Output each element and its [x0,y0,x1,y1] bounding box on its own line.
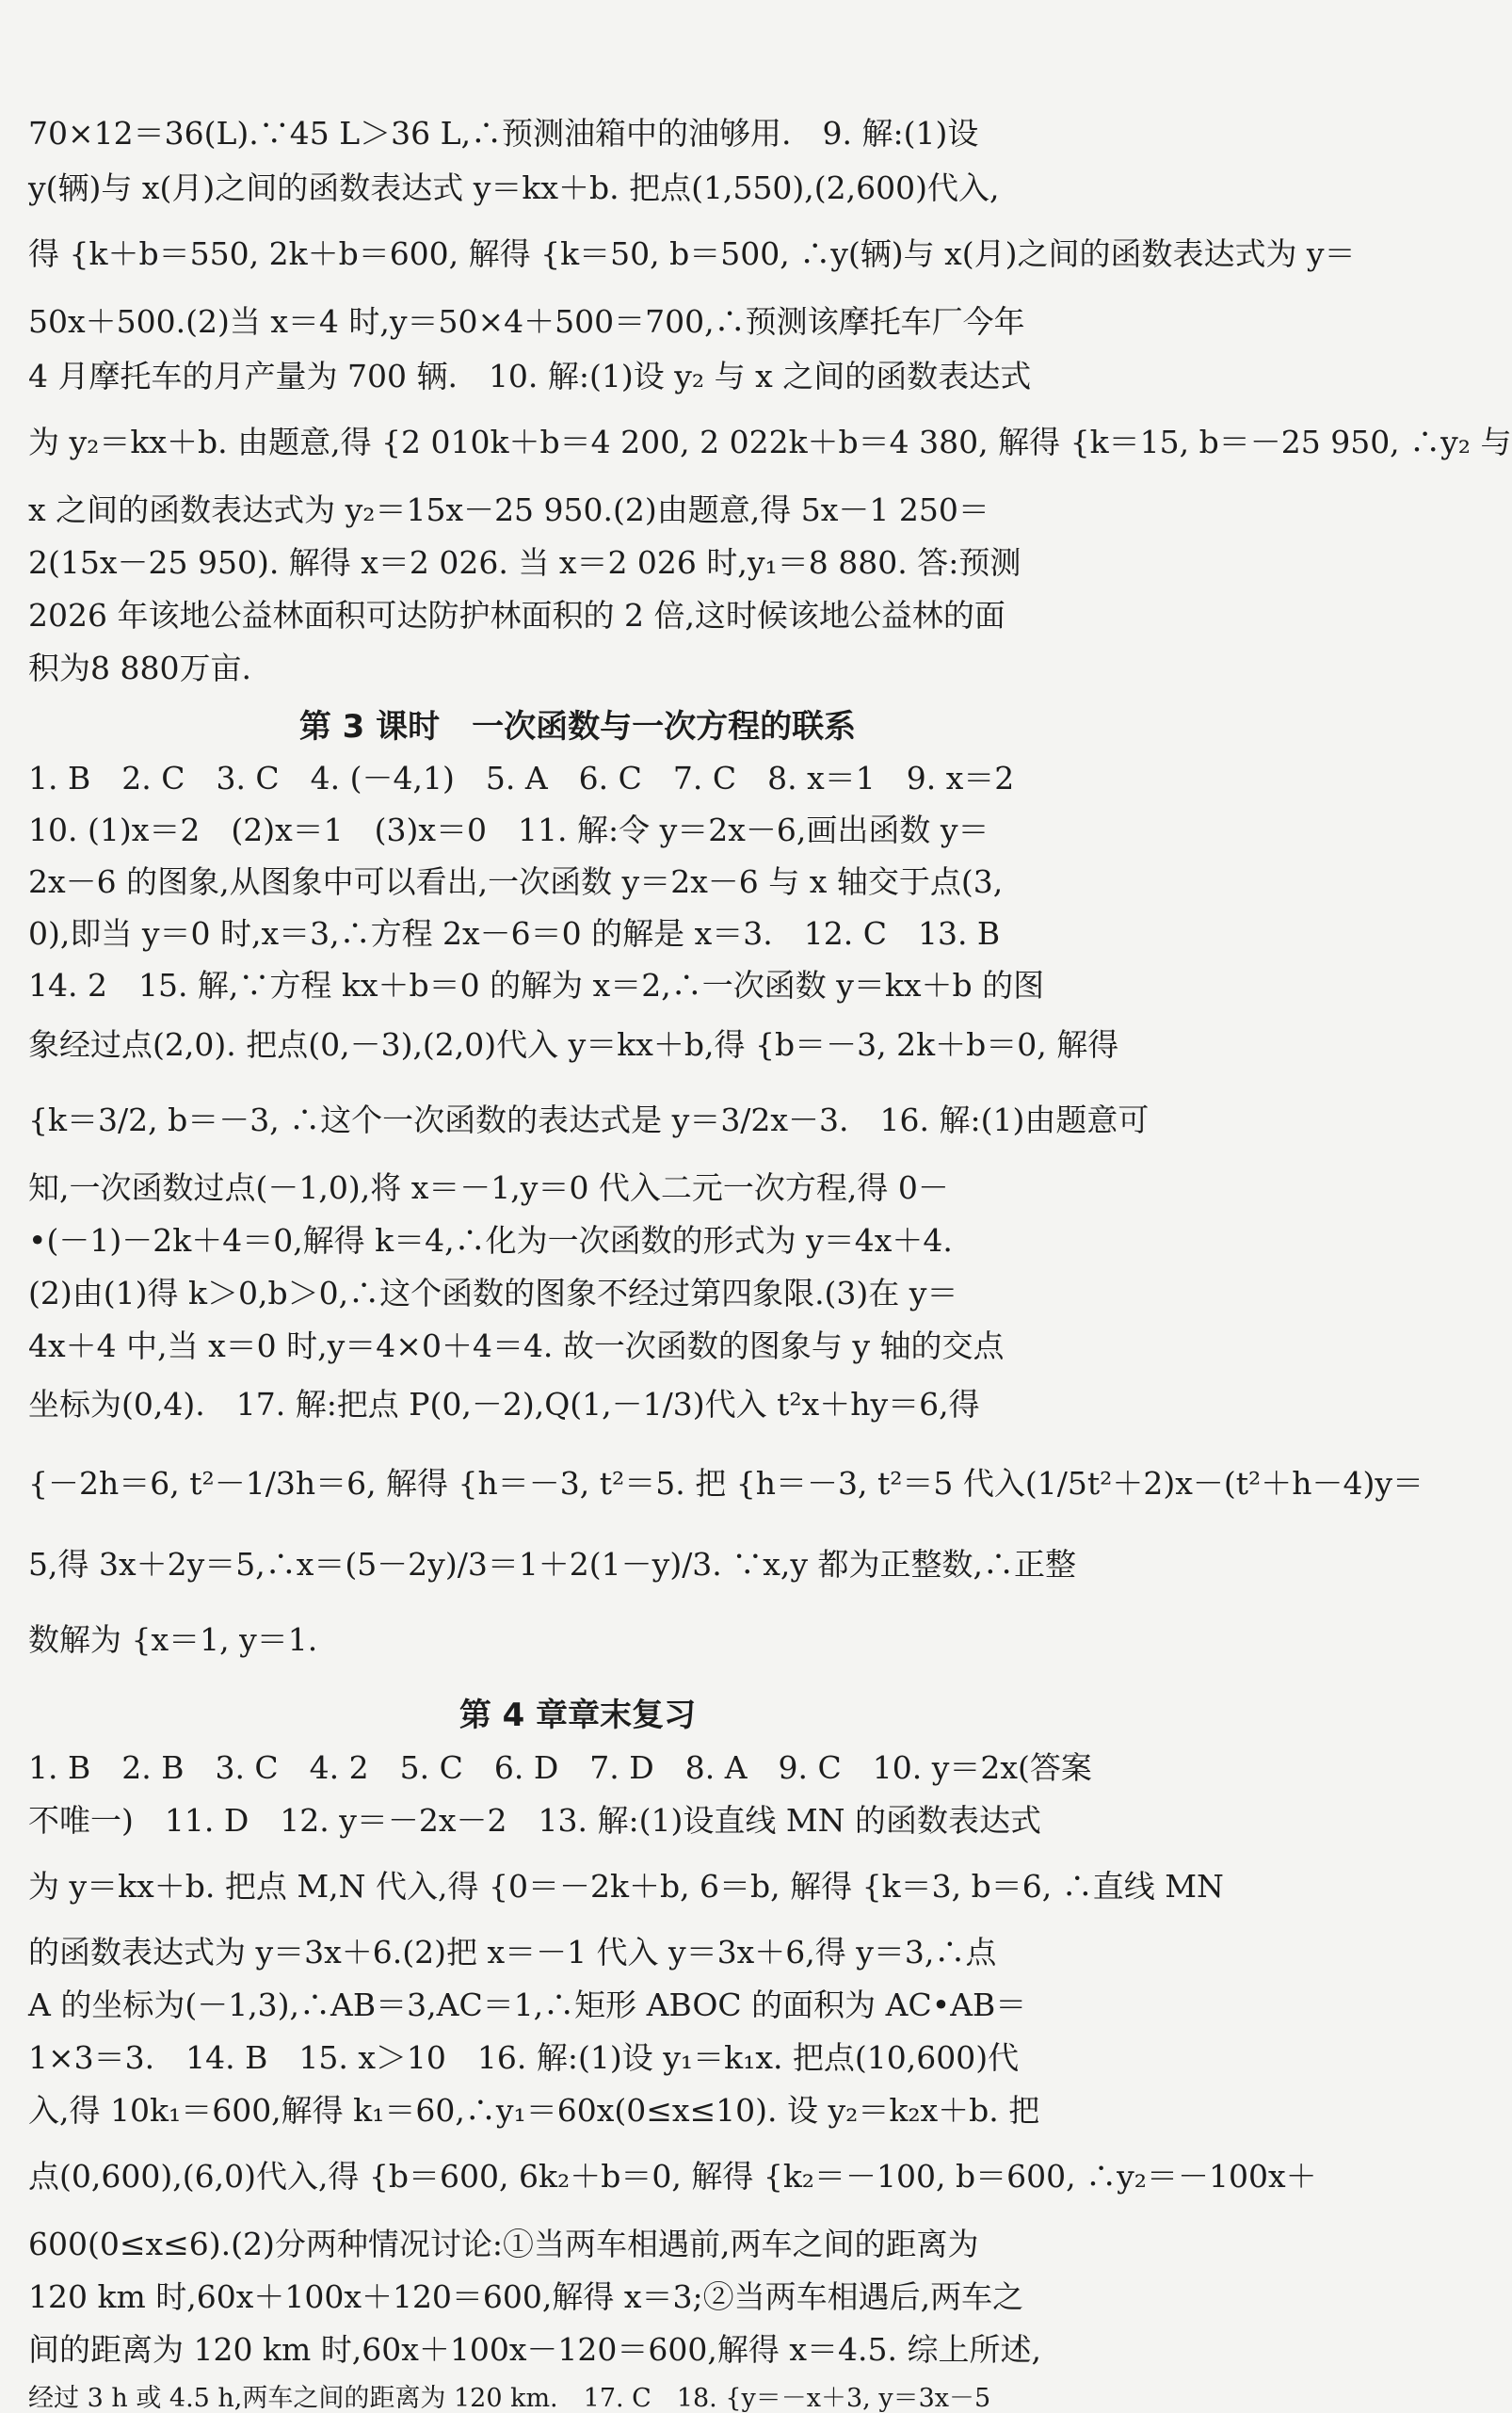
text-line: 数解为 {x＝1, y＝1. [28,1621,318,1658]
text-line: 2(15x－25 950). 解得 x＝2 026. 当 x＝2 026 时,y₁＝8 880. 答:预测 [28,544,1021,581]
text-line: 14. 2 15. 解,∵方程 kx＋b＝0 的解为 x＝2,∴一次函数 y＝kx＋b 的图 [28,967,1045,1004]
text-line: {－2h＝6, t²－1/3h＝6, 解得 {h＝－3, t²＝5. 把 {h＝－3, t²＝5 代入(1/5t²＋2)x－(t²＋h－4)y＝ [28,1465,1424,1502]
text-line: 得 {k＋b＝550, 2k＋b＝600, 解得 {k＝50, b＝500, ∴y(辆)与 x(月)之间的函数表达式为 y＝ [28,235,1356,272]
text-line: 为 y₂＝kx＋b. 由题意,得 {2 010k＋b＝4 200, 2 022k＋b＝4 380, 解得 {k＝15, b＝－25 950, ∴y₂ 与 [28,424,1512,460]
text-line: 120 km 时,60x＋100x＋120＝600,解得 x＝3;②当两车相遇后,两车之 [28,2278,1024,2315]
text-line: 2026 年该地公益林面积可达防护林面积的 2 倍,这时候该地公益林的面 [28,597,1005,634]
text-line: •(－1)－2k＋4＝0,解得 k＝4,∴化为一次函数的形式为 y＝4x＋4. [28,1222,953,1259]
text-line: 经过 3 h 或 4.5 h,两车之间的距离为 120 km. 17. C 18. {y＝－x＋3, y＝3x－5 [28,2384,991,2413]
text-line: 0),即当 y＝0 时,x＝3,∴方程 2x－6＝0 的解是 x＝3. 12. C 13. B [28,915,1001,952]
text-line: A 的坐标为(－1,3),∴AB＝3,AC＝1,∴矩形 ABOC 的面积为 AC•AB＝ [28,1987,1027,2023]
text-line: x 之间的函数表达式为 y₂＝15x－25 950.(2)由题意,得 5x－1 250＝ [28,491,989,528]
text-line: 积为8 880万亩. [28,650,251,686]
text-line: y(辆)与 x(月)之间的函数表达式 y＝kx＋b. 把点(1,550),(2,600)代入, [28,169,1000,206]
text-line: (2)由(1)得 k＞0,b＞0,∴这个函数的图象不经过第四象限.(3)在 y＝ [28,1275,958,1311]
text-line: 70×12＝36(L).∵45 L＞36 L,∴预测油箱中的油够用. 9. 解:(1)设 [28,115,979,152]
text-line: 点(0,600),(6,0)代入,得 {b＝600, 6k₂＋b＝0, 解得 {k₂＝－100, b＝600, ∴y₂＝－100x＋ [28,2158,1317,2195]
text-line: 5,得 3x＋2y＝5,∴x＝(5－2y)/3＝1＋2(1－y)/3. ∵x,y 都为正整数,∴正整 [28,1546,1077,1583]
text-line: 间的距离为 120 km 时,60x＋100x－120＝600,解得 x＝4.5. 综上所述, [28,2331,1041,2368]
text-line: 知,一次函数过点(－1,0),将 x＝－1,y＝0 代入二元一次方程,得 0－ [28,1169,949,1206]
text-line: 1. B 2. C 3. C 4. (－4,1) 5. A 6. C 7. C 8. x＝1 9. x＝2 [28,760,1015,796]
text-line: 不唯一) 11. D 12. y＝－2x－2 13. 解:(1)设直线 MN 的函数表达式 [28,1802,1041,1839]
text-line: 50x＋500.(2)当 x＝4 时,y＝50×4＋500＝700,∴预测该摩托车厂今年 [28,303,1025,340]
text-line: 1. B 2. B 3. C 4. 2 5. C 6. D 7. D 8. A 9. C 10. y＝2x(答案 [28,1749,1092,1786]
text-line: 600(0≤x≤6).(2)分两种情况讨论:①当两车相遇前,两车之间的距离为 [28,2226,979,2262]
text-line: 10. (1)x＝2 (2)x＝1 (3)x＝0 11. 解:令 y＝2x－6,画出函数 y＝ [28,812,989,848]
text-line: {k＝3/2, b＝－3, ∴这个一次函数的表达式是 y＝3/2x－3. 16. 解:(1)由题意可 [28,1102,1150,1138]
text-line: 坐标为(0,4). 17. 解:把点 P(0,－2),Q(1,－1/3)代入 t²x＋hy＝6,得 [28,1386,980,1423]
text-line: 入,得 10k₁＝600,解得 k₁＝60,∴y₁＝60x(0≤x≤10). 设 y₂＝k₂x＋b. 把 [28,2092,1040,2129]
section-title-chapter-4: 第 4 章章末复习 [458,1697,697,1734]
text-line: 的函数表达式为 y＝3x＋6.(2)把 x＝－1 代入 y＝3x＋6,得 y＝3,∴点 [28,1934,997,1971]
text-line: 2x－6 的图象,从图象中可以看出,一次函数 y＝2x－6 与 x 轴交于点(3, [28,863,1004,900]
text-line: 为 y＝kx＋b. 把点 M,N 代入,得 {0＝－2k＋b, 6＝b, 解得 {k＝3, b＝6, ∴直线 MN [28,1868,1224,1905]
section-title-lesson-3: 第 3 课时 一次函数与一次方程的联系 [298,708,857,746]
text-line: 1×3＝3. 14. B 15. x＞10 16. 解:(1)设 y₁＝k₁x. 把点(10,600)代 [28,2039,1020,2076]
text-line: 4x＋4 中,当 x＝0 时,y＝4×0＋4＝4. 故一次函数的图象与 y 轴的交点 [28,1327,1005,1364]
text-line: 4 月摩托车的月产量为 700 辆. 10. 解:(1)设 y₂ 与 x 之间的函数表达式 [28,358,1032,394]
text-line: 象经过点(2,0). 把点(0,－3),(2,0)代入 y＝kx＋b,得 {b＝－3, 2k＋b＝0, 解得 [28,1026,1119,1063]
